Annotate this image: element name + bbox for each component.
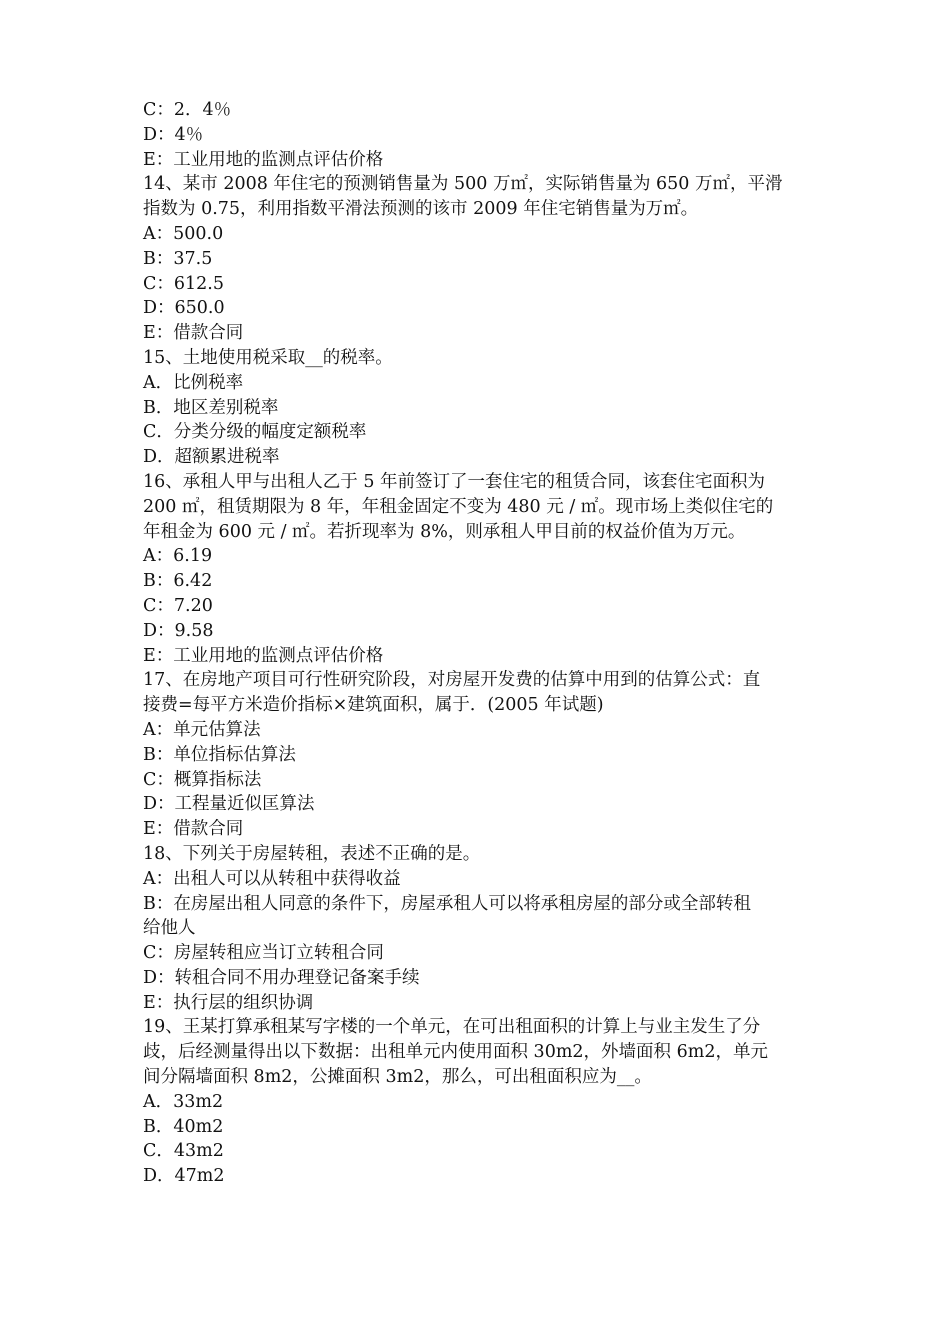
option-line: B：单位指标估算法: [143, 744, 296, 765]
option-line: C．分类分级的幅度定额税率: [143, 422, 367, 443]
document-page: [143, 98, 811, 1189]
question-line: 歧，后经测量得出以下数据：出租单元内使用面积 30m2，外墙面积 6m2，单元: [143, 1042, 768, 1063]
option-line: D．超额累进税率: [143, 447, 280, 468]
option-line: A：6.19: [143, 546, 213, 567]
option-line: C：2．4％: [143, 100, 232, 120]
option-line: D：转租合同不用办理登记备案手续: [143, 967, 420, 988]
option-line: E：工业用地的监测点评估价格: [143, 149, 384, 170]
question-line: 15、土地使用税采取__的税率。: [143, 347, 393, 368]
option-line: D：4％: [143, 124, 204, 145]
option-line: A：单元估算法: [143, 719, 261, 740]
option-line: D：650.0: [143, 298, 225, 319]
option-line: D：9.58: [143, 620, 214, 641]
question-line: 年租金为 600 元 / ㎡。若折现率为 8%，则承租人甲目前的权益价值为万元。: [143, 521, 746, 542]
question-line: 接费=每平方米造价指标×建筑面积，属于．(2005 年试题): [143, 695, 604, 716]
option-line: E：工业用地的监测点评估价格: [143, 645, 384, 666]
option-line: C：612.5: [143, 273, 224, 294]
option-line: A．33m2: [143, 1091, 224, 1112]
option-line: C：概算指标法: [143, 769, 262, 790]
option-line: 给他人: [143, 918, 196, 939]
question-line: 17、在房地产项目可行性研究阶段，对房屋开发费的估算中用到的估算公式：直: [143, 670, 761, 691]
option-line: A：出租人可以从转租中获得收益: [143, 868, 401, 889]
option-line: B．地区差别税率: [143, 397, 279, 418]
question-line: 16、承租人甲与出租人乙于 5 年前签订了一套住宅的租赁合同，该套住宅面积为: [143, 471, 766, 492]
option-line: D：工程量近似匡算法: [143, 794, 315, 815]
option-line: B：6.42: [143, 571, 213, 592]
option-line: D．47m2: [143, 1166, 225, 1187]
option-line: C：房屋转租应当订立转租合同: [143, 943, 384, 964]
option-line: B：在房屋出租人同意的条件下，房屋承租人可以将承租房屋的部分或全部转租: [143, 893, 751, 914]
option-line: C：7.20: [143, 595, 213, 616]
option-line: A．比例税率: [143, 372, 244, 393]
option-line: B：37.5: [143, 248, 213, 269]
question-line: 200 ㎡，租赁期限为 8 年，年租金固定不变为 480 元 / ㎡。现市场上类似住宅的: [143, 496, 774, 517]
question-line: 指数为 0.75，利用指数平滑法预测的该市 2009 年住宅销售量为万㎡。: [143, 199, 699, 220]
question-line: 18、下列关于房屋转租，表述不正确的是。: [143, 843, 481, 864]
option-line: A：500.0: [143, 223, 224, 244]
option-line: C．43m2: [143, 1141, 224, 1162]
option-line: E：借款合同: [143, 323, 244, 344]
option-line: B．40m2: [143, 1116, 224, 1137]
question-line: 14、某市 2008 年住宅的预测销售量为 500 万㎡，实际销售量为 650 万㎡，平滑: [143, 174, 783, 195]
question-line: 19、王某打算承租某写字楼的一个单元，在可出租面积的计算上与业主发生了分: [143, 1017, 761, 1038]
question-line: 间分隔墙面积 8m2，公摊面积 3m2，那么，可出租面积应为__。: [143, 1067, 652, 1088]
option-line: E：执行层的组织协调: [143, 992, 314, 1013]
option-line: E：借款合同: [143, 819, 244, 840]
